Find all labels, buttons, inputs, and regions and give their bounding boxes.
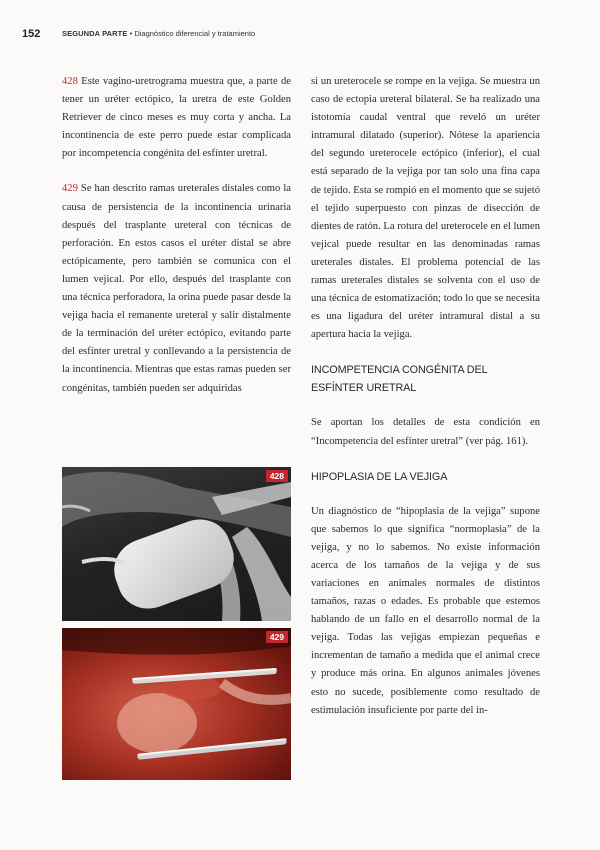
body-paragraph-hipoplasia: Un diagnóstico de “hipoplasia de la vejiga” supone que sabemos lo que significa “normoplasia” de la vejiga, y no lo sabemos. No existe información acerca de los tamaños de la vejiga y de sus variaciones en animales normales de distintos tamaños, razas o edades. Es probable que estemos hablando de un fallo en el desarrollo normal de la vejiga. Todas las vejigas empiezan pequeñas e incrementan de tamaño a medida que el animal crece y produce más orina. En algunos animales jóvenes esto no sucede, posiblemente como resultado de estimulación insuficiente por parte del in- [311,505,540,716]
section-title: Diagnóstico diferencial y tratamiento [134,29,256,38]
caption-428-text: Este vagino-uretrograma muestra que, a parte de tener un uréter ectópico, la uretra de este Golden Retriever de cinco meses es muy corta y ancha. La incontinencia de este perro puede estar complicada por incompetencia congénita del esfínter uretral. [62,76,291,160]
running-header [22,28,578,42]
caption-429-text: Se han descrito ramas ureterales distales como la causa de persistencia de la incontinencia urinaria después del trasplante ureteral con técnicas de perforación. En estos casos el uréter distal se abre ectópicamente, pero también se comunica con el lumen vejical. Por ello, después del trasplante con una técnica perforadora, la orina puede pasar desde la vejiga hacia el remanente ureteral y salir distalmente de la terminación del uréter ectópico, evitando parte del esfínter uretral y conllevando a la persistencia de la incontinencia. Mientras que estas ramas pueden ser congénitas, también pueden ser adquiridas [62,183,291,394]
body-paragraph-reference: Se aportan los detalles de esta condición en “Incompetencia del esfínter uretral” (ver pág. 161). [311,417,540,447]
figure-number-429: 429 [62,183,78,195]
figure-badge-429: 429 [266,631,288,643]
right-column [311,73,540,720]
page-number: 152 [22,28,41,40]
caption-428 [62,73,291,163]
body-paragraph-ureterocele: si un ureterocele se rompe en la vejiga. Se muestra un caso de ectopia ureteral bilateral. Se ha realizado una istotomía caudal ventral que reveló un uréter intramural dilatado (superior). Nótese la apariencia del segundo ureterocele ectópico (inferior), el cual está separado de la vejiga por tan solo una fina capa de tejido. Esta se rompió en el momento que se sujetó el tejido superpuesto con pinzas de disección de dientes de ratón. La rotura del ureterocele en el lumen vejical puede resultar en las denominadas ramas ureterales distales. El problema potencial de las ramas ureterales distales se solventa con el uso de una técnica de estomatización; todo lo que se necesita es una ligadura del uréter intramural distal a su apertura hacia la vejiga. [311,76,540,341]
heading-incompetencia: INCOMPETENCIA CONGÉNITA DEL ESFÍNTER URETRAL [311,364,488,395]
figure-badge-428: 428 [266,470,288,482]
figure-428-radiograph [62,467,291,621]
heading-hipoplasia: HIPOPLASIA DE LA VEJIGA [311,470,448,483]
header-separator: • [129,29,133,38]
surgical-photo-illustration [62,628,291,780]
figure-number-428: 428 [62,76,78,87]
part-label: SEGUNDA PARTE [62,29,128,38]
figure-429-surgical-photo [62,628,291,780]
caption-429 [62,180,291,397]
running-head-text [62,29,255,38]
radiograph-illustration [62,467,291,621]
left-column [62,73,291,398]
